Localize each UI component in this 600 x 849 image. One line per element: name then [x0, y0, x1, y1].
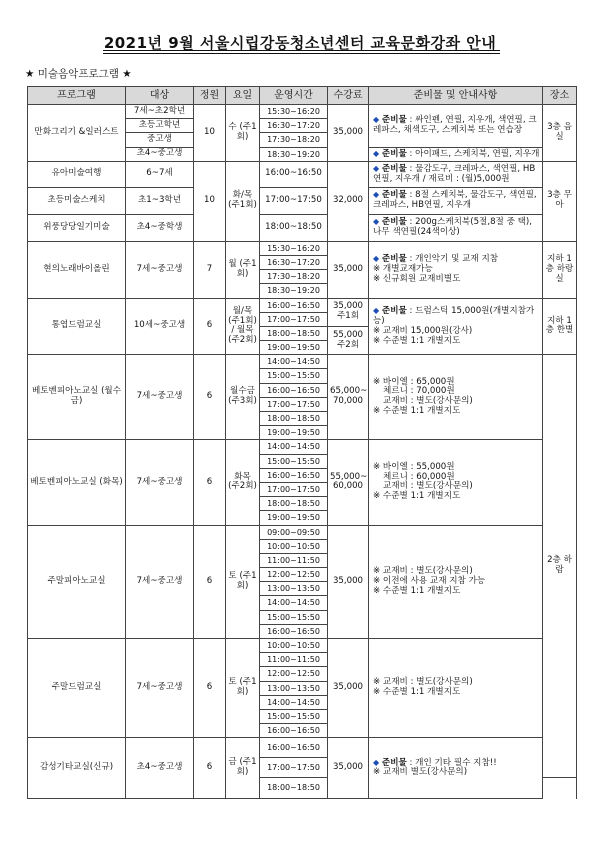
- time-slot: 16:00~16:50: [260, 383, 328, 397]
- time-slot: 16:00~16:50: [260, 724, 328, 738]
- time-slot: 11:00~11:50: [260, 553, 328, 567]
- program-name: 현의노래바이올린: [28, 241, 126, 298]
- time-slot: 18:30~19:20: [260, 284, 328, 298]
- note-line: ※ 이전에 사용 교재 지참 가능: [373, 575, 486, 586]
- time-slot: 18:30~19:20: [260, 147, 328, 161]
- target: 7세~중고생: [126, 525, 194, 639]
- fee: 55,000~ 60,000: [328, 440, 369, 525]
- time-slot: 18:00~18:50: [260, 326, 328, 340]
- fee: 35,000: [328, 639, 369, 738]
- program-name: 초등미술스케치: [28, 187, 126, 214]
- note-key: 준비물: [381, 163, 407, 174]
- target: 7세~중고생: [126, 241, 194, 298]
- time-slot: 18:00~18:50: [260, 497, 328, 511]
- note-line: ※ 수준별 1:1 개별지도: [373, 491, 461, 502]
- time-slot: 16:30~17:20: [260, 119, 328, 133]
- time-slot: 14:00~14:50: [260, 695, 328, 709]
- capacity: 6: [194, 639, 226, 738]
- day: 금 (주1회): [226, 738, 260, 798]
- title-underline-2: [103, 53, 500, 54]
- capacity: 10: [194, 161, 226, 241]
- capacity: 7: [194, 241, 226, 298]
- notes: [369, 639, 543, 738]
- place: 3층 무아: [543, 161, 577, 241]
- table-row: [28, 525, 577, 539]
- time-slot: 14:00~14:50: [260, 355, 328, 369]
- day: 토 (주1회): [226, 525, 260, 639]
- time-slot: 19:00~19:50: [260, 426, 328, 440]
- diamond-icon: ◆: [373, 148, 380, 158]
- place: 지하 1층 한별: [543, 298, 577, 355]
- fee: 35,000: [328, 105, 369, 162]
- day: 화목 (주2회): [226, 440, 260, 525]
- diamond-icon: ◆: [373, 163, 380, 173]
- day: 화/목 (주1회): [226, 161, 260, 241]
- time-slot: 16:00~16:50: [260, 161, 328, 187]
- notes: [369, 355, 543, 440]
- time-slot: 17:30~18:20: [260, 133, 328, 147]
- time-slot: 18:00~18:50: [260, 778, 328, 798]
- time-slot: 16:00~16:50: [260, 298, 328, 312]
- table-row: [28, 639, 577, 653]
- time-slot: 15:30~16:20: [260, 241, 328, 255]
- notes: [369, 214, 543, 241]
- note-value: : 싸인펜, 연필, 지우개, 색연필, 크레파스, 채색도구, 스케치북 또는 연습장: [373, 115, 537, 136]
- time-slot: 16:30~17:20: [260, 255, 328, 269]
- time-slot: 18:00~18:50: [260, 214, 328, 241]
- note-line: 교재비 : 별도(강사문의): [383, 396, 473, 407]
- notes: [369, 525, 543, 639]
- program-name: 주말드럼교실: [28, 639, 126, 738]
- diamond-icon: ◆: [373, 190, 380, 200]
- note-line: ※ 교재비 : 별도(강사문의): [373, 677, 473, 688]
- time-slot: 10:00~10:50: [260, 639, 328, 653]
- program-name: 베토벤피아노교실 (화목): [28, 440, 126, 525]
- place: 3층 음실: [543, 105, 577, 162]
- time-slot: 15:00~15:50: [260, 709, 328, 723]
- program-name: 만화그리기 &일러스트: [28, 105, 126, 162]
- time-slot: 15:00~15:50: [260, 454, 328, 468]
- note-line: ※ 수준별 1:1 개별지도: [373, 335, 461, 346]
- program-name: 주말피아노교실: [28, 525, 126, 639]
- note-value: : 8절 스케치북, 물감도구, 색연필, 크레파스, HB연필, 지우개: [373, 190, 537, 211]
- table-header-row: [28, 87, 577, 105]
- document-title: 2021년 9월 서울시립강동청소년센터 교육문화강좌 안내: [103, 34, 497, 52]
- program-name: 감성기타교실(신규): [28, 738, 126, 798]
- note-key: 준비물: [381, 757, 407, 768]
- note-line: ※ 수준별 1:1 개별지도: [373, 585, 461, 596]
- note-line: 교재비 : 별도(강사문의): [383, 481, 473, 492]
- capacity: 6: [194, 525, 226, 639]
- fee: 35,000: [328, 738, 369, 798]
- table-row: [28, 738, 577, 758]
- time-slot: 13:00~13:50: [260, 582, 328, 596]
- fee: 35,000: [328, 525, 369, 639]
- fee: 35,000: [328, 241, 369, 298]
- note-value: : 아이패드, 스케치북, 연필, 지우개: [406, 148, 540, 159]
- note-line: ※ 교재비 15,000원(강사): [373, 325, 473, 336]
- day: 월/목 (주1회) / 월목 (주2회): [226, 298, 260, 355]
- notes: [369, 105, 543, 148]
- target: 초등고학년: [126, 119, 194, 133]
- time-slot: 17:30~18:20: [260, 270, 328, 284]
- note-value: : 200g스케치북(5절,8절 중 택), 나무 색연필(24색이상): [373, 217, 532, 238]
- target: 초1~3학년: [126, 187, 194, 214]
- fee: 65,000~ 70,000: [328, 355, 369, 440]
- place: 2층 하람: [543, 355, 577, 778]
- table-row: [28, 214, 577, 241]
- notes: [369, 738, 543, 798]
- diamond-icon: ◆: [373, 217, 380, 227]
- capacity: 10: [194, 105, 226, 162]
- note-value: : 물감도구, 크레파스, 색연필, HB연필, 지우개 / 재료비 : (월)5,000원: [373, 163, 536, 184]
- time-slot: 12:00~12:50: [260, 568, 328, 582]
- day: 수 (주1회): [226, 105, 260, 162]
- header-notes: 준비물 및 안내사항: [369, 87, 543, 105]
- notes: [369, 161, 543, 187]
- time-slot: 15:30~16:20: [260, 105, 328, 119]
- notes: [369, 241, 543, 298]
- note-line: ※ 교재비 : 별도(강사문의): [373, 565, 473, 576]
- target: 10세~중고생: [126, 298, 194, 355]
- note-line: ※ 바이엘 : 65,000원: [373, 376, 455, 387]
- notes: [369, 440, 543, 525]
- note-key: 준비물: [381, 190, 407, 201]
- time-slot: 10:00~10:50: [260, 539, 328, 553]
- note-line: ※ 개별교재가능: [373, 264, 433, 275]
- target: 7세~중고생: [126, 440, 194, 525]
- target: 초4~중고생: [126, 147, 194, 161]
- note-value: : 드럼스틱 15,000원(개별지참가능): [373, 306, 535, 326]
- time-slot: 17:00~17:50: [260, 312, 328, 326]
- time-slot: 12:00~12:50: [260, 667, 328, 681]
- table-row: [28, 161, 577, 187]
- program-table: [27, 86, 577, 799]
- time-slot: 09:00~09:50: [260, 525, 328, 539]
- header-place: 장소: [543, 87, 577, 105]
- notes: [369, 187, 543, 214]
- note-line: ※ 수준별 1:1 개별지도: [373, 406, 461, 417]
- time-slot: 11:00~11:50: [260, 653, 328, 667]
- header-fee: 수강료: [328, 87, 369, 105]
- note-line: ※ 수준별 1:1 개별지도: [373, 687, 461, 698]
- time-slot: 13:00~13:50: [260, 681, 328, 695]
- target: 7세~중고생: [126, 355, 194, 440]
- time-slot: 17:00~17:50: [260, 758, 328, 778]
- header-day: 요일: [226, 87, 260, 105]
- note-value: : 개인악기 및 교재 지참: [406, 254, 499, 265]
- notes: [369, 298, 543, 355]
- time-slot: 17:00~17:50: [260, 187, 328, 214]
- time-slot: 15:00~15:50: [260, 369, 328, 383]
- day: 토 (주1회): [226, 639, 260, 738]
- capacity: 6: [194, 298, 226, 355]
- time-slot: 16:00~16:50: [260, 468, 328, 482]
- time-slot: 14:00~14:50: [260, 440, 328, 454]
- table-row: [28, 187, 577, 214]
- program-name: 유아미술여행: [28, 161, 126, 187]
- time-slot: 17:00~17:50: [260, 397, 328, 411]
- note-line: 체르니 : 60,000원: [383, 471, 455, 482]
- diamond-icon: ◆: [373, 115, 380, 125]
- note-line: ※ 교재비 별도(강사문의): [373, 767, 468, 778]
- place: 지하 1층 하랑실: [543, 241, 577, 298]
- time-slot: 19:00~19:50: [260, 511, 328, 525]
- note-line: ※ 바이엘 : 55,000원: [373, 461, 455, 472]
- section-heading: ★ 미술음악프로그램 ★: [25, 68, 132, 80]
- diamond-icon: ◆: [373, 757, 380, 767]
- target: 6~7세: [126, 161, 194, 187]
- table-row: [28, 241, 577, 255]
- program-name: 위풍당당일기미술: [28, 214, 126, 241]
- program-name: 베토벤피아노교실 (월수금): [28, 355, 126, 440]
- fee: 32,000: [328, 161, 369, 241]
- header-time: 운영시간: [260, 87, 328, 105]
- fee: 35,000 주1회: [328, 298, 369, 326]
- capacity: 6: [194, 440, 226, 525]
- target: 7세~초2학년: [126, 105, 194, 119]
- note-line: ※ 신규회원 교재비별도: [373, 274, 461, 285]
- capacity: 6: [194, 355, 226, 440]
- table-row: [28, 298, 577, 312]
- header-target: 대상: [126, 87, 194, 105]
- diamond-icon: ◆: [373, 254, 380, 264]
- note-key: 준비물: [381, 254, 407, 265]
- day: 월 (주1회): [226, 241, 260, 298]
- capacity: 6: [194, 738, 226, 798]
- table-row: [28, 440, 577, 454]
- note-value: : 개인 기타 필수 지참!!: [406, 757, 497, 768]
- program-name: 통엽드럼교실: [28, 298, 126, 355]
- target: 7세~중고생: [126, 639, 194, 738]
- note-key: 준비물: [381, 115, 407, 126]
- header-program: 프로그램: [28, 87, 126, 105]
- table-row: [28, 355, 577, 369]
- time-slot: 16:00~16:50: [260, 738, 328, 758]
- notes: [369, 147, 543, 161]
- time-slot: 16:00~16:50: [260, 624, 328, 638]
- target: 중고생: [126, 133, 194, 147]
- target: 초4~중고생: [126, 738, 194, 798]
- table-row: [28, 105, 577, 119]
- time-slot: 14:00~14:50: [260, 596, 328, 610]
- note-key: 준비물: [381, 306, 407, 317]
- title-underline: [103, 50, 500, 51]
- day: 월수금 (주3회): [226, 355, 260, 440]
- time-slot: 15:00~15:50: [260, 610, 328, 624]
- time-slot: 19:00~19:50: [260, 341, 328, 355]
- note-line: 체르니 : 70,000원: [383, 386, 455, 397]
- time-slot: 17:00~17:50: [260, 482, 328, 496]
- target: 초4~중학생: [126, 214, 194, 241]
- time-slot: 18:00~18:50: [260, 412, 328, 426]
- note-key: 준비물: [381, 217, 407, 228]
- note-key: 준비물: [381, 148, 407, 159]
- diamond-icon: ◆: [373, 306, 380, 316]
- fee: 55,000 주2회: [328, 326, 369, 354]
- header-capacity: 정원: [194, 87, 226, 105]
